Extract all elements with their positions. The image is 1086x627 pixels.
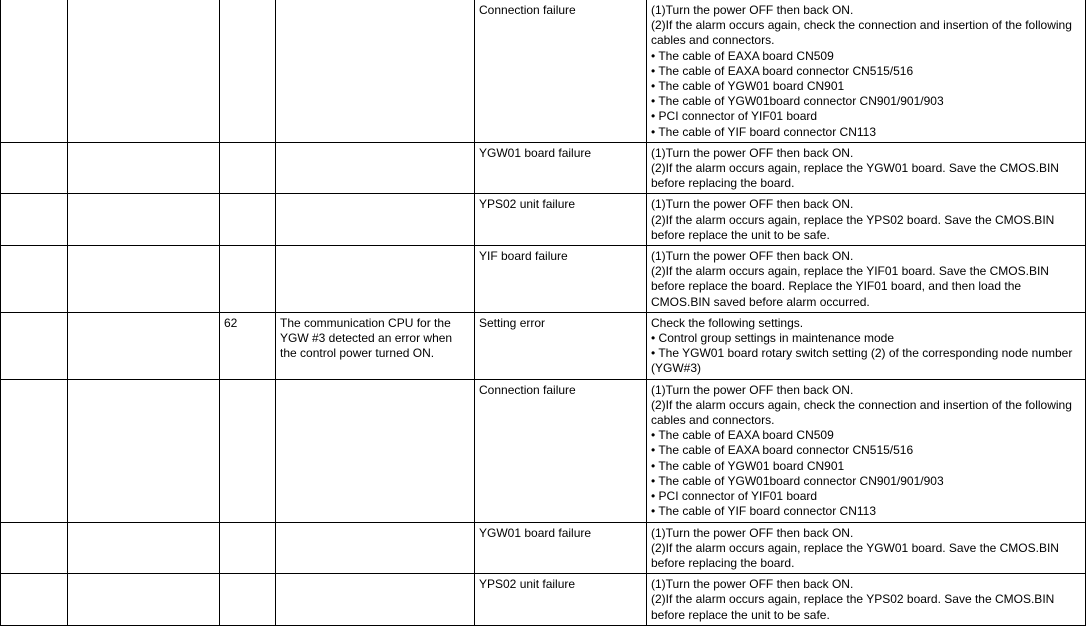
empty-cell (68, 0, 220, 142)
empty-cell (68, 312, 220, 379)
table-row (1, 194, 1086, 246)
alarm-number-cell (220, 379, 276, 522)
alarm-number-cell (220, 246, 276, 313)
alarm-number-cell (220, 142, 276, 194)
remedy-line: • The cable of YGW01board connector CN901/901/903 (651, 94, 944, 109)
description-line: the control power turned ON. (280, 346, 435, 361)
remedy-line: (1)Turn the power OFF then back ON. (651, 3, 854, 17)
empty-cell (1, 0, 68, 142)
remedy-line: • The cable of YGW01 board CN901 (651, 79, 845, 94)
remedy-line: (2)If the alarm occurs again, check the connection and insertion of the following (651, 397, 1072, 412)
cause-cell: Setting error (475, 312, 647, 379)
remedy-line: • The cable of EAXA board CN509 (651, 48, 834, 63)
empty-cell (68, 574, 220, 626)
remedy-line: • PCI connector of YIF01 board (651, 489, 818, 504)
alarm-description-cell (276, 574, 475, 626)
alarm-description-cell (276, 142, 475, 194)
remedy-line: (1)Turn the power OFF then back ON. (651, 145, 854, 160)
remedy-cell (647, 522, 1086, 574)
cause-cell: YIF board failure (475, 246, 647, 313)
cause-cell: YGW01 board failure (475, 142, 647, 194)
table-row (1, 0, 1086, 142)
alarm-number-cell (220, 522, 276, 574)
cause-cell: YPS02 unit failure (475, 574, 647, 626)
remedy-line: before replace the unit to be safe. (651, 607, 830, 622)
empty-cell (1, 379, 68, 522)
remedy-line: • Control group settings in maintenance mode (651, 331, 895, 346)
remedy-line: (YGW#3) (651, 361, 702, 376)
remedy-line: • The cable of YGW01 board CN901 (651, 458, 845, 473)
remedy-cell (647, 379, 1086, 522)
remedy-line: (1)Turn the power OFF then back ON. (651, 197, 854, 212)
alarm-description-cell (276, 0, 475, 142)
empty-cell (1, 522, 68, 574)
table-row (1, 574, 1086, 626)
empty-cell (68, 379, 220, 522)
remedy-line: before replacing the board. (651, 555, 795, 570)
remedy-line: (2)If the alarm occurs again, replace the YGW01 board. Save the CMOS.BIN (651, 540, 1059, 555)
remedy-line: • PCI connector of YIF01 board (651, 109, 818, 124)
remedy-cell (647, 194, 1086, 246)
remedy-line: (2)If the alarm occurs again, replace the YGW01 board. Save the CMOS.BIN (651, 161, 1059, 176)
remedy-line: before replace the unit to be safe. (651, 227, 830, 242)
empty-cell (68, 142, 220, 194)
alarm-description-cell (276, 312, 475, 379)
table-row (1, 142, 1086, 194)
remedy-line: (2)If the alarm occurs again, check the connection and insertion of the following (651, 18, 1072, 33)
alarm-number-cell: 62 (220, 312, 276, 379)
remedy-line: Check the following settings. (651, 315, 804, 330)
remedy-line: (2)If the alarm occurs again, replace the YIF01 board. Save the CMOS.BIN (651, 264, 1049, 279)
remedy-line: cables and connectors. (651, 413, 775, 428)
remedy-line: (1)Turn the power OFF then back ON. (651, 577, 854, 592)
empty-cell (68, 522, 220, 574)
remedy-cell (647, 142, 1086, 194)
remedy-cell (647, 0, 1086, 142)
description-line: YGW #3 detected an error when (280, 331, 453, 346)
cause-cell: YPS02 unit failure (475, 194, 647, 246)
empty-cell (68, 246, 220, 313)
remedy-line: • The cable of EAXA board connector CN515/516 (651, 443, 914, 458)
remedy-line: (2)If the alarm occurs again, replace the YPS02 board. Save the CMOS.BIN (651, 592, 1055, 607)
empty-cell (1, 312, 68, 379)
table-row (1, 312, 1086, 379)
remedy-line: • The cable of YIF board connector CN113 (651, 504, 876, 519)
remedy-cell (647, 574, 1086, 626)
empty-cell (1, 574, 68, 626)
table-row (1, 246, 1086, 313)
alarm-description-cell (276, 522, 475, 574)
cause-cell: YGW01 board failure (475, 522, 647, 574)
table-row (1, 522, 1086, 574)
alarm-table-body (1, 0, 1086, 625)
remedy-line: (2)If the alarm occurs again, replace the YPS02 board. Save the CMOS.BIN (651, 212, 1055, 227)
description-line: The communication CPU for the (280, 315, 451, 330)
remedy-line: (1)Turn the power OFF then back ON. (651, 382, 854, 397)
remedy-line: cables and connectors. (651, 33, 775, 48)
empty-cell (1, 142, 68, 194)
remedy-line: • The YGW01 board rotary switch setting (2) of the corresponding node number (651, 346, 1073, 361)
alarm-description-cell (276, 379, 475, 522)
alarm-number-cell (220, 0, 276, 142)
alarm-number-cell (220, 574, 276, 626)
empty-cell (1, 246, 68, 313)
remedy-line: • The cable of EAXA board connector CN515/516 (651, 63, 914, 78)
alarm-description-cell (276, 246, 475, 313)
table-row (1, 379, 1086, 522)
remedy-line: (1)Turn the power OFF then back ON. (651, 525, 854, 540)
remedy-line: before replacing the board. (651, 176, 795, 191)
remedy-line: CMOS.BIN saved before alarm occurred. (651, 294, 870, 309)
empty-cell (68, 194, 220, 246)
alarm-number-cell (220, 194, 276, 246)
remedy-line: before replace the board. Replace the YIF01 board, and then load the (651, 279, 1022, 294)
alarm-description-cell (276, 194, 475, 246)
remedy-line: • The cable of EAXA board CN509 (651, 428, 834, 443)
remedy-cell (647, 312, 1086, 379)
remedy-cell (647, 246, 1086, 313)
remedy-line: (1)Turn the power OFF then back ON. (651, 249, 854, 264)
remedy-line: • The cable of YIF board connector CN113 (651, 124, 876, 139)
remedy-line: • The cable of YGW01board connector CN901/901/903 (651, 473, 944, 488)
cause-cell: Connection failure (475, 379, 647, 522)
empty-cell (1, 194, 68, 246)
cause-cell: Connection failure (475, 0, 647, 142)
